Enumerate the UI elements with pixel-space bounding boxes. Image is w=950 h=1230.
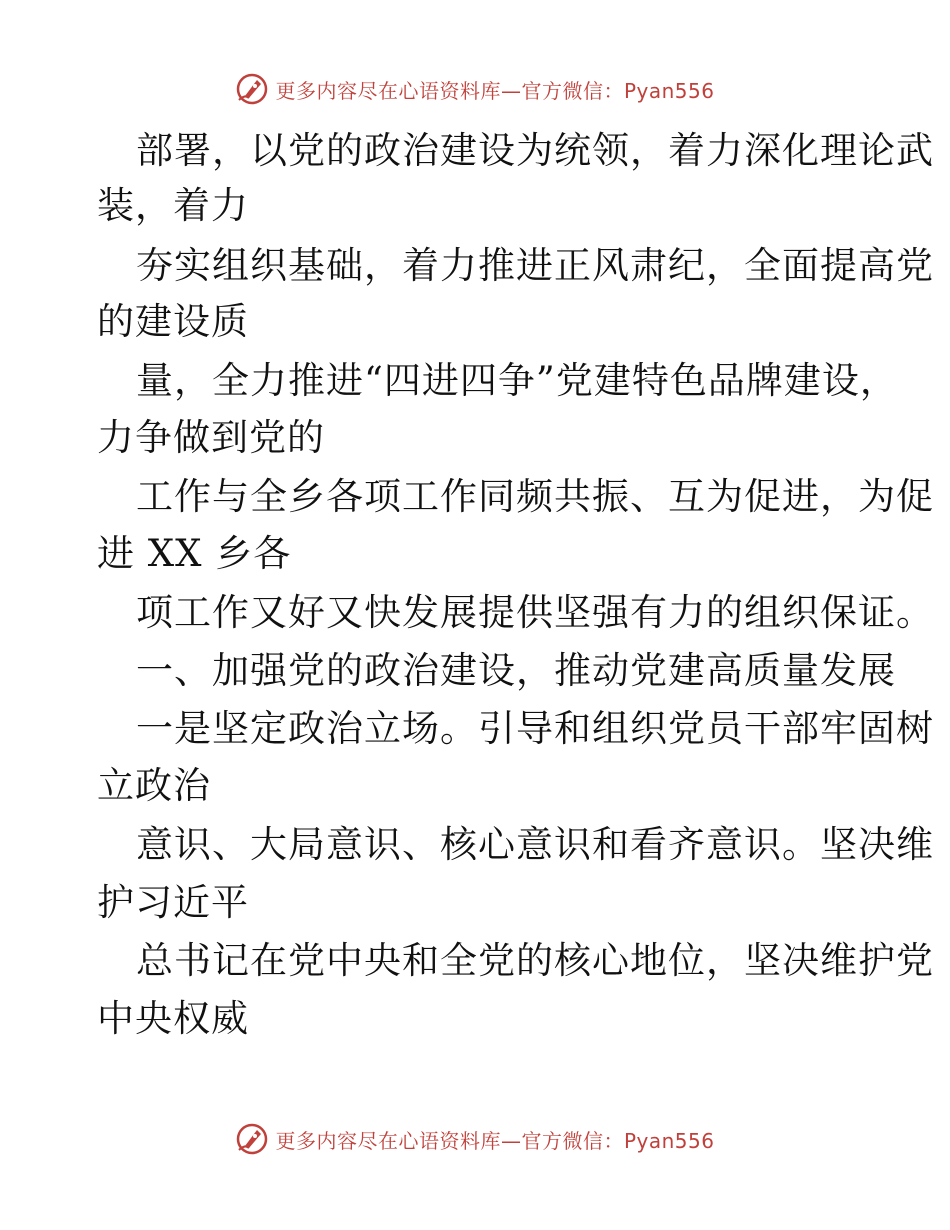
body-line: 力争做到党的 [97,416,325,459]
body-line: 一是坚定政治立场。引导和组织党员干部牢固树 [136,707,934,750]
body-line: 总书记在党中央和全党的核心地位，坚决维护党 [136,939,934,982]
body-line: 项工作又好又快发展提供坚强有力的组织保证。 [136,591,934,634]
body-line: 一、加强党的政治建设，推动党建高质量发展 [136,649,896,692]
body-line: 意识、大局意识、核心意识和看齐意识。坚决维 [136,823,934,866]
header-watermark [0,72,950,106]
body-line: 夯实组织基础，着力推进正风肃纪，全面提高党 [136,244,934,287]
body-line: 中央权威 [97,997,249,1040]
body-line: 装，着力 [97,184,249,227]
body-line: 部署，以党的政治建设为统领，着力深化理论武 [136,129,934,172]
body-line: 立政治 [97,764,211,807]
footer-watermark [0,1122,950,1156]
body-line: 工作与全乡各项工作同频共振、互为促进，为促 [136,475,934,518]
pen-nib-logo-icon [235,72,269,106]
footer-watermark-text: 更多内容尽在心语资料库—官方微信：Pyan556 [275,1128,715,1153]
body-line: 量，全力推进“四进四争”党建特色品牌建设， [136,359,898,402]
header-watermark-text: 更多内容尽在心语资料库—官方微信：Pyan556 [275,78,715,103]
pen-nib-logo-icon [235,1122,269,1156]
body-line: 进 XX 乡各 [97,532,292,575]
body-line: 的建设质 [97,300,249,343]
body-line: 护习近平 [97,881,249,924]
